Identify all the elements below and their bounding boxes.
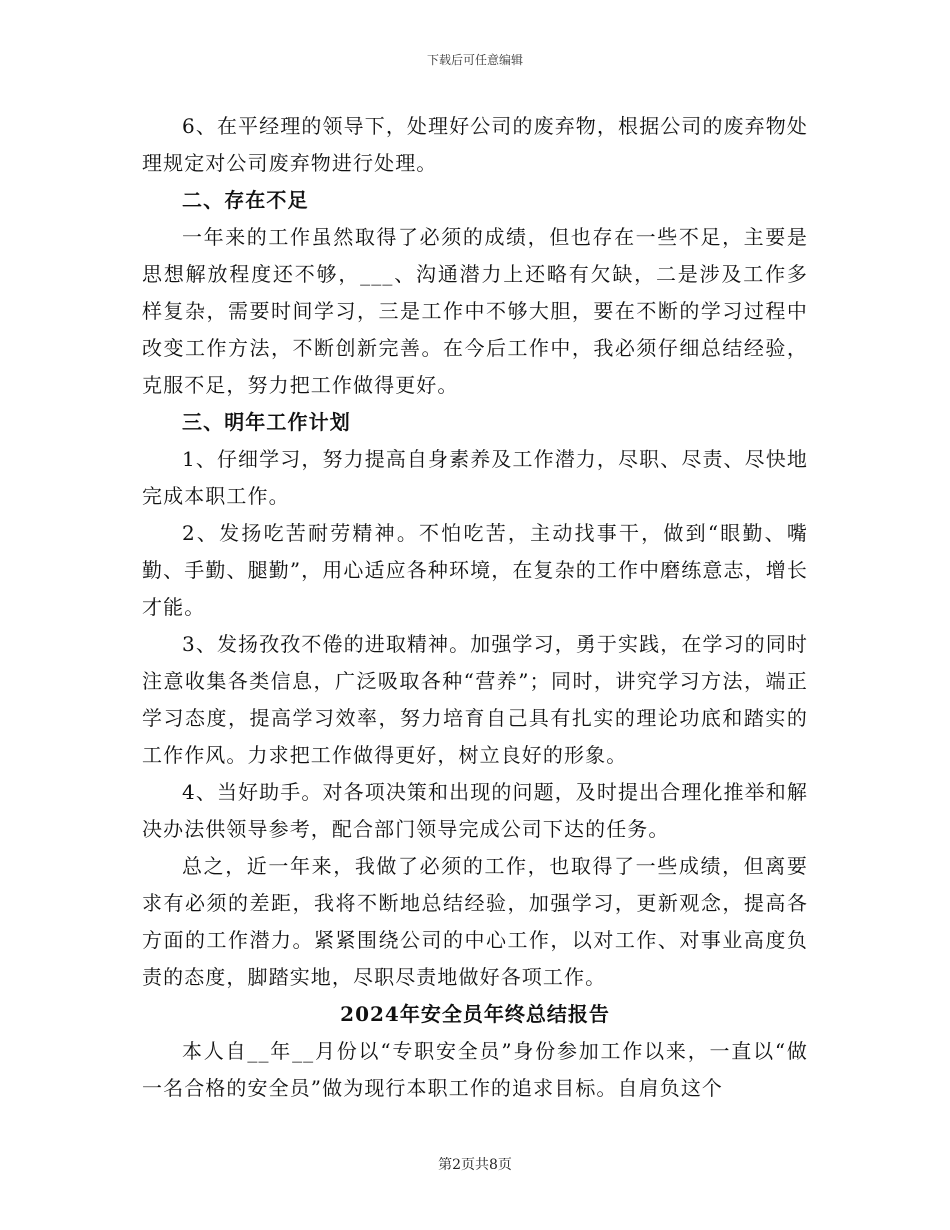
document-title: 2024年安全员年终总结报告 — [340, 1002, 610, 1026]
paragraph-item-6: 6、在平经理的领导下，处理好公司的废弃物，根据公司的废弃物处理规定对公司废弃物进行处理。 — [142, 114, 808, 175]
plan-item-1: 1、仔细学习，努力提高自身素养及工作潜力，尽职、尽责、尽快地完成本职工作。 — [142, 447, 808, 508]
paragraph-intro: 本人自__年__月份以“专职安全员”身份参加工作以来，一直以“做一名合格的安全员”做为现行本职工作的追求目标。自肩负这个 — [142, 1039, 808, 1100]
page-footer: 第2页共8页 — [438, 1157, 512, 1173]
section-heading-next-year-plan: 三、明年工作计划 — [182, 410, 351, 434]
plan-item-3: 3、发扬孜孜不倦的进取精神。加强学习，勇于实践，在学习的同时注意收集各类信息，广泛吸取各种“营养”；同时，讲究学习方法，端正学习态度，提高学习效率，努力培育自己具有扎实的理论功底和踏实的工作作风。力求把工作做得更好，树立良好的形象。 — [142, 632, 808, 767]
plan-item-4: 4、当好助手。对各项决策和出现的问题，及时提出合理化推举和解决办法供领导参考，配合部门领导完成公司下达的任务。 — [142, 780, 808, 841]
page-header: 下载后可任意编辑 — [426, 53, 523, 67]
paragraph-conclusion: 总之，近一年来，我做了必须的工作，也取得了一些成绩，但离要求有必须的差距，我将不断地总结经验，加强学习，更新观念，提高各方面的工作潜力。紧紧围绕公司的中心工作，以对工作、对事业高度负责的态度，脚踏实地，尽职尽责地做好各项工作。 — [142, 854, 808, 989]
section-heading-shortcomings: 二、存在不足 — [182, 188, 309, 212]
paragraph-shortcomings: 一年来的工作虽然取得了必须的成绩，但也存在一些不足，主要是思想解放程度还不够，___、沟通潜力上还略有欠缺，二是涉及工作多样复杂，需要时间学习，三是工作中不够大胆，要在不断的学习过程中改变工作方法，不断创新完善。在今后工作中，我必须仔细总结经验，克服不足，努力把工作做得更好。 — [142, 225, 808, 397]
plan-item-2: 2、发扬吃苦耐劳精神。不怕吃苦，主动找事干，做到“眼勤、嘴勤、手勤、腿勤”，用心适应各种环境，在复杂的工作中磨练意志，增长才能。 — [142, 521, 808, 619]
document-body — [142, 108, 808, 1107]
